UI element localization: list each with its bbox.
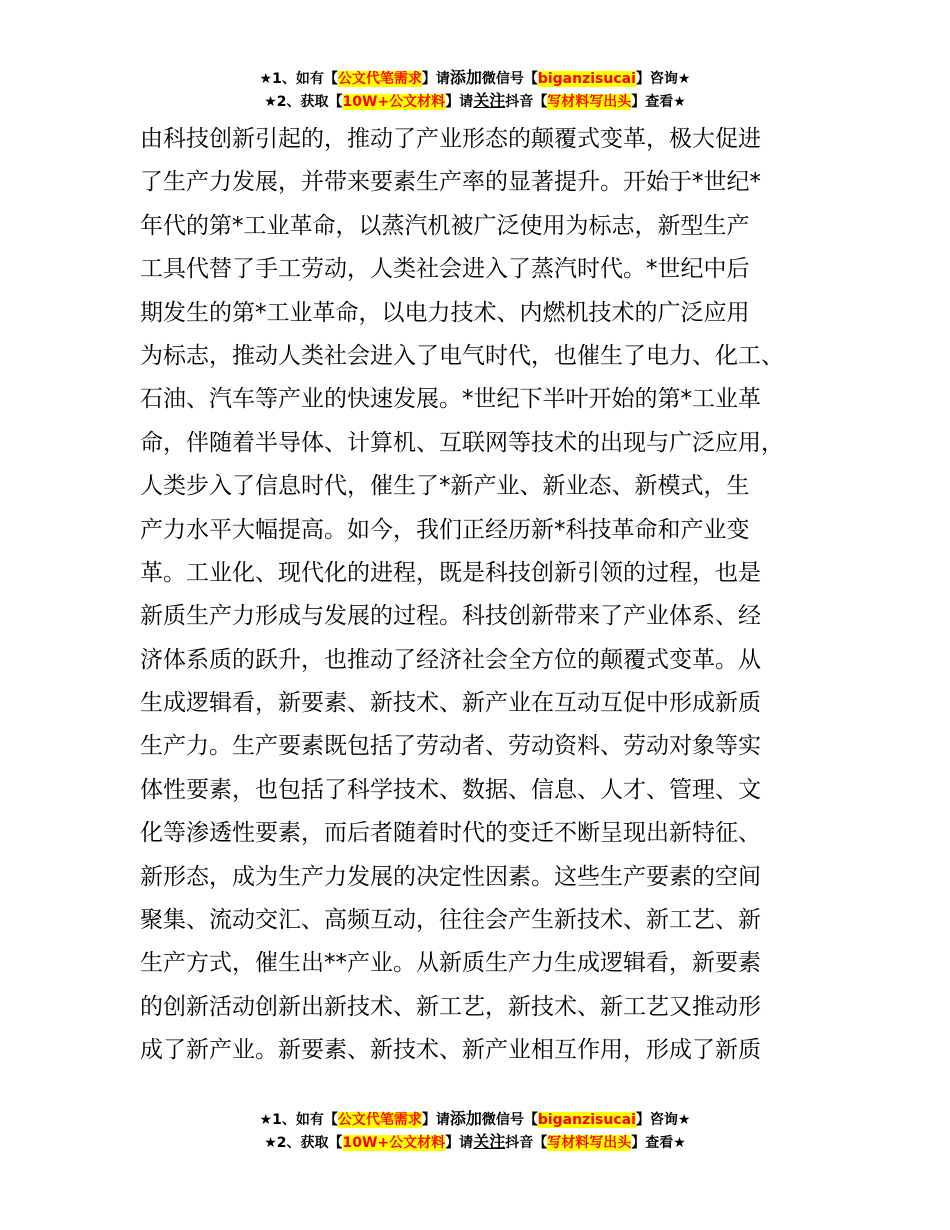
body-line: 期发生的第*工业革命，以电力技术、内燃机技术的广泛应用: [140, 299, 750, 326]
body-line: 年代的第*工业革命，以蒸汽机被广泛使用为标志，新型生产: [140, 212, 750, 239]
body-line: 新质生产力形成与发展的过程。科技创新带来了产业体系、经: [140, 603, 761, 630]
body-line: 命，伴随着半导体、计算机、互联网等技术的出现与广泛应用，: [140, 429, 784, 456]
footer-highlight-douyin: 写材料写出头: [547, 1135, 632, 1151]
body-line: 体性要素，也包括了科学技术、数据、信息、人才、管理、文: [140, 776, 761, 803]
body-line: 工具代替了手工劳动，人类社会进入了蒸汽时代。*世纪中后: [140, 256, 750, 283]
header-banner: [0, 67, 950, 113]
body-line: 生成逻辑看，新要素、新技术、新产业在互动互促中形成新质: [140, 690, 761, 717]
footer-line-1-text-2: 微信号【: [481, 1112, 538, 1128]
body-line: 产力水平大幅提高。如今，我们正经历新*科技革命和产业变: [140, 516, 750, 543]
header-line-2-text: 】请: [445, 94, 474, 110]
body-line: 新形态，成为生产力发展的决定性因素。这些生产要素的空间: [140, 863, 761, 890]
header-line-2: [0, 90, 950, 113]
header-highlight-douyin: 写材料写出头: [547, 94, 632, 110]
body-line: 人类步入了信息时代，催生了*新产业、新业态、新模式，生: [140, 473, 750, 500]
footer-line-1-emphasis: 添加: [449, 1109, 482, 1128]
header-line-1-text: 】请: [421, 71, 450, 87]
header-line-2-suffix: 】查看★: [631, 94, 686, 110]
footer-line-2-emphasis: 关注: [473, 1132, 506, 1151]
body-line: 为标志，推动人类社会进入了电气时代，也催生了电力、化工、: [140, 342, 784, 369]
body-line: 化等渗透性要素，而后者随着时代的变迁不断呈现出新特征、: [140, 820, 761, 847]
footer-line-1-suffix: 】咨询★: [635, 1112, 691, 1128]
footer-line-2-suffix: 】查看★: [631, 1135, 686, 1151]
footer-line-1-text: 】请: [421, 1112, 450, 1128]
body-line: 生产方式，催生出**产业。从新质生产力生成逻辑看，新要素: [140, 950, 761, 977]
body-line: 由科技创新引起的，推动了产业形态的颠覆式变革，极大促进: [140, 126, 761, 152]
header-highlight-materials: 10W+公文材料: [342, 94, 446, 110]
body-line: 革。工业化、现代化的进程，既是科技创新引领的过程，也是: [140, 559, 761, 586]
footer-line-1-prefix: ★1、如有【: [259, 1112, 338, 1128]
footer-highlight-materials: 10W+公文材料: [342, 1135, 446, 1151]
body-line: 成了新产业。新要素、新技术、新产业相互作用，形成了新质: [140, 1037, 761, 1064]
footer-line-2-text-2: 抖音【: [505, 1135, 548, 1151]
header-line-1: [0, 67, 950, 90]
header-line-2-emphasis: 关注: [473, 91, 506, 110]
footer-line-2-text: 】请: [445, 1135, 474, 1151]
header-line-1-emphasis: 添加: [449, 68, 482, 87]
body-line: 聚集、流动交汇、高频互动，往往会产生新技术、新工艺、新: [140, 907, 761, 934]
body-line: 的创新活动创新出新技术、新工艺，新技术、新工艺又推动形: [140, 993, 761, 1020]
footer-banner: [0, 1108, 950, 1154]
footer-highlight-wechat-id: biganzisucai: [537, 1112, 636, 1128]
footer-highlight-service: 公文代笔需求: [337, 1112, 422, 1128]
header-line-1-suffix: 】咨询★: [635, 71, 691, 87]
body-line: 石油、汽车等产业的快速发展。*世纪下半叶开始的第*工业革: [140, 386, 761, 413]
document-body: [140, 118, 820, 1073]
footer-line-2: [0, 1131, 950, 1154]
footer-line-1: [0, 1108, 950, 1131]
footer-line-2-prefix: ★2、获取【: [264, 1135, 343, 1151]
header-highlight-wechat-id: biganzisucai: [537, 71, 636, 87]
body-line: 济体系质的跃升，也推动了经济社会全方位的颠覆式变革。从: [140, 646, 761, 673]
header-line-1-text-2: 微信号【: [481, 71, 538, 87]
header-line-1-prefix: ★1、如有【: [259, 71, 338, 87]
body-line: 了生产力发展，并带来要素生产率的显著提升。开始于*世纪*: [140, 169, 761, 196]
header-highlight-service: 公文代笔需求: [337, 71, 422, 87]
body-line: 生产力。生产要素既包括了劳动者、劳动资料、劳动对象等实: [140, 733, 761, 760]
header-line-2-text-2: 抖音【: [505, 94, 548, 110]
header-line-2-prefix: ★2、获取【: [264, 94, 343, 110]
